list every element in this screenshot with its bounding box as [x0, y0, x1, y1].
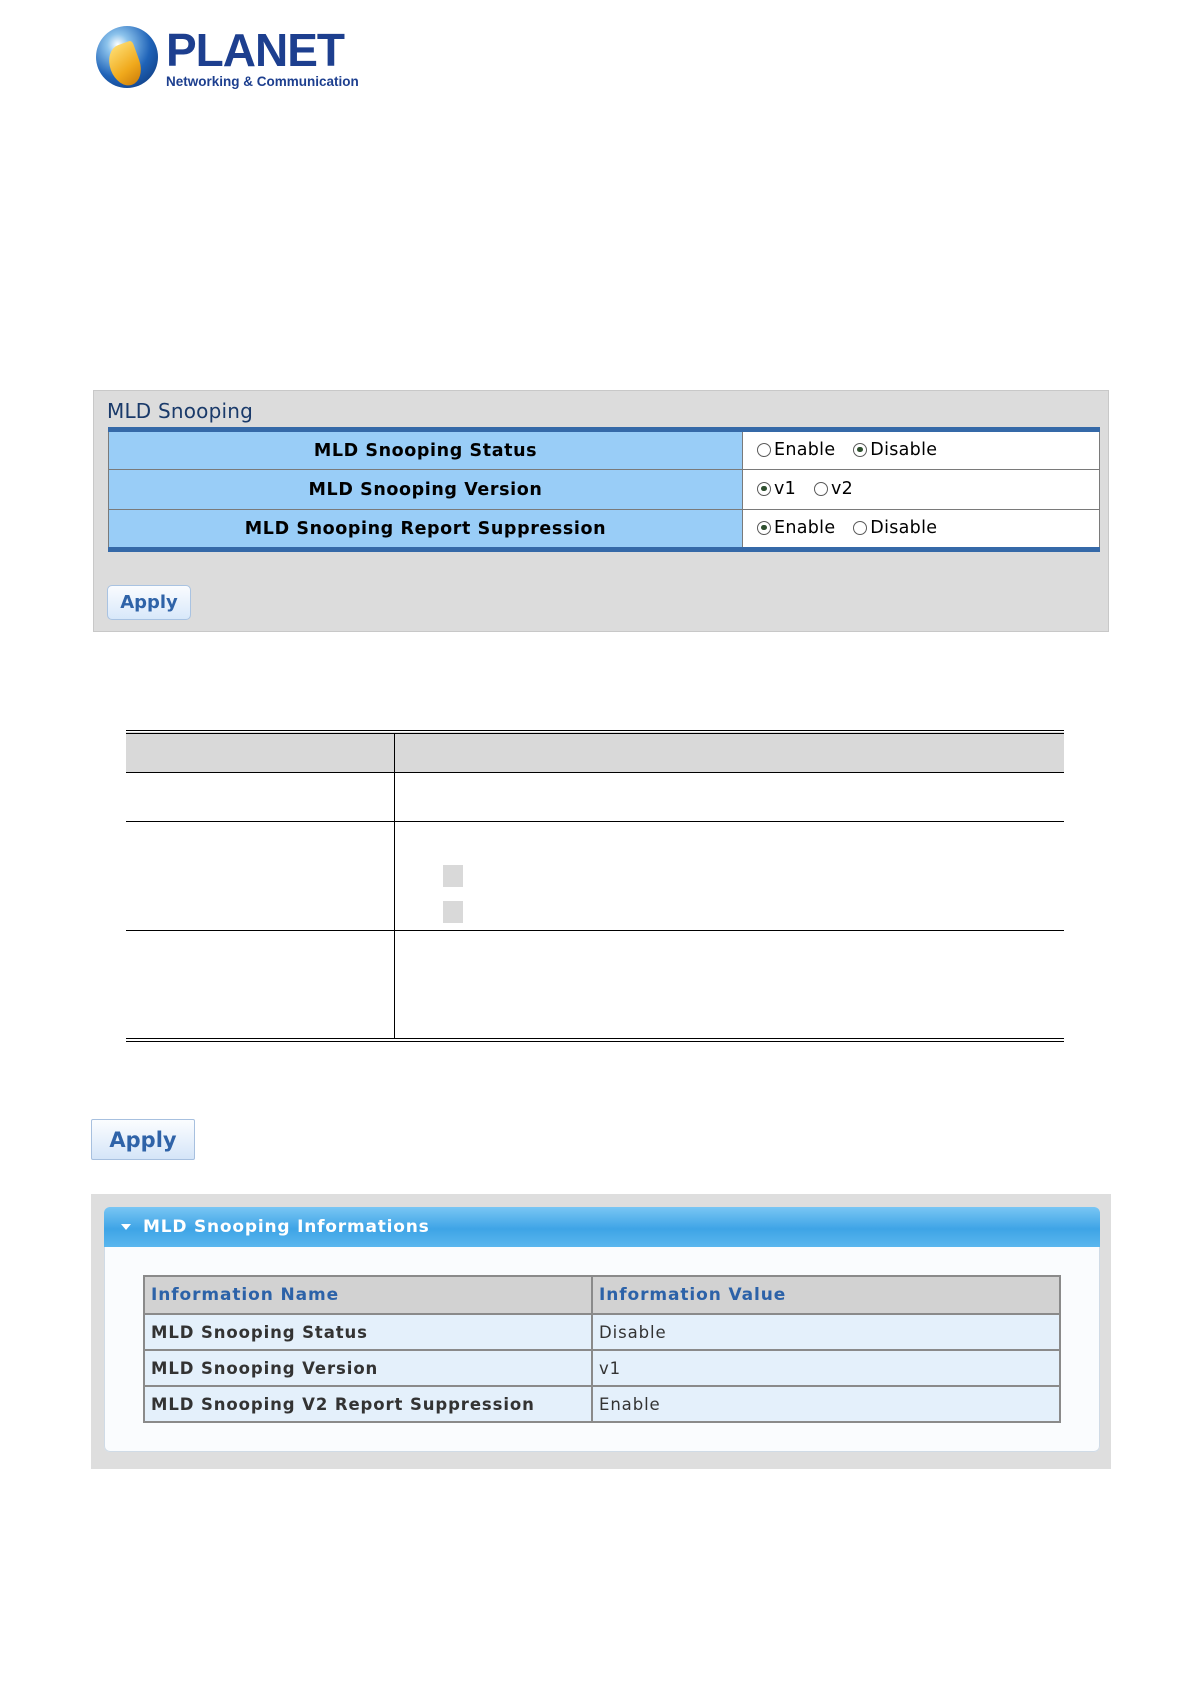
- radio-label: v2: [830, 478, 854, 499]
- object-header-cell: [126, 732, 395, 773]
- description-row: [126, 822, 1064, 931]
- info-value-cell: Disable: [592, 1314, 1060, 1350]
- description-cell: [395, 931, 1065, 1040]
- radio-label: Disable: [870, 517, 938, 538]
- config-row-version: [109, 470, 1100, 510]
- config-label: MLD Snooping Report Suppression: [109, 510, 743, 550]
- status-disable-radio[interactable]: [853, 440, 937, 460]
- radio-checked-icon[interactable]: [853, 443, 867, 457]
- info-value-header: Information Value: [592, 1276, 1060, 1314]
- table-row: [144, 1386, 1060, 1422]
- mld-snooping-info-panel: [91, 1194, 1111, 1469]
- table-row: [144, 1350, 1060, 1386]
- object-cell: [126, 822, 395, 931]
- info-panel-body: [104, 1207, 1100, 1452]
- suppression-disable-radio[interactable]: [853, 518, 937, 538]
- config-value: [743, 510, 1100, 550]
- config-table: [108, 427, 1100, 552]
- suppression-enable-radio[interactable]: [757, 518, 835, 538]
- description-table: [126, 730, 1064, 1042]
- description-row: [126, 773, 1064, 822]
- info-name-cell: MLD Snooping V2 Report Suppression: [144, 1386, 592, 1422]
- logo-tagline: Networking & Communication: [166, 74, 359, 89]
- description-header-row: [126, 732, 1064, 773]
- logo-wordmark: PLANET: [166, 24, 344, 76]
- planet-logo: [96, 22, 359, 94]
- version-v1-radio[interactable]: [757, 479, 796, 499]
- info-value-cell: Enable: [592, 1386, 1060, 1422]
- bullet-icon: [443, 901, 463, 923]
- description-cell: [395, 822, 1065, 931]
- apply-button[interactable]: Apply: [107, 585, 191, 620]
- info-panel-header[interactable]: [104, 1207, 1100, 1247]
- config-label: MLD Snooping Version: [109, 470, 743, 510]
- config-label: MLD Snooping Status: [109, 430, 743, 470]
- object-cell: [126, 931, 395, 1040]
- config-value: [743, 470, 1100, 510]
- radio-label: Disable: [870, 439, 938, 460]
- description-cell: [395, 773, 1065, 822]
- radio-unchecked-icon[interactable]: [757, 443, 771, 457]
- config-row-report-suppression: [109, 510, 1100, 550]
- radio-label: v1: [774, 478, 797, 499]
- config-row-status: [109, 430, 1100, 470]
- radio-label: Enable: [774, 439, 836, 460]
- radio-checked-icon[interactable]: [757, 521, 771, 535]
- object-cell: [126, 773, 395, 822]
- panel-title: MLD Snooping: [107, 399, 254, 423]
- config-value: [743, 430, 1100, 470]
- apply-button-large[interactable]: Apply: [91, 1119, 195, 1160]
- radio-label: Enable: [774, 517, 836, 538]
- mld-snooping-config-panel: [93, 390, 1109, 632]
- radio-unchecked-icon[interactable]: [814, 482, 828, 496]
- info-panel-title: MLD Snooping Informations: [143, 1217, 430, 1237]
- description-row: [126, 931, 1064, 1040]
- bullet-icon: [443, 865, 463, 887]
- collapse-arrow-icon[interactable]: [121, 1224, 131, 1230]
- info-name-cell: MLD Snooping Status: [144, 1314, 592, 1350]
- version-v2-radio[interactable]: [814, 479, 853, 499]
- radio-checked-icon[interactable]: [757, 482, 771, 496]
- radio-unchecked-icon[interactable]: [853, 521, 867, 535]
- info-name-cell: MLD Snooping Version: [144, 1350, 592, 1386]
- info-value-cell: v1: [592, 1350, 1060, 1386]
- table-row: [144, 1314, 1060, 1350]
- info-header-row: [144, 1276, 1060, 1314]
- info-table: [143, 1275, 1061, 1423]
- info-name-header: Information Name: [144, 1276, 592, 1314]
- status-enable-radio[interactable]: [757, 440, 835, 460]
- description-header-cell: [395, 732, 1065, 773]
